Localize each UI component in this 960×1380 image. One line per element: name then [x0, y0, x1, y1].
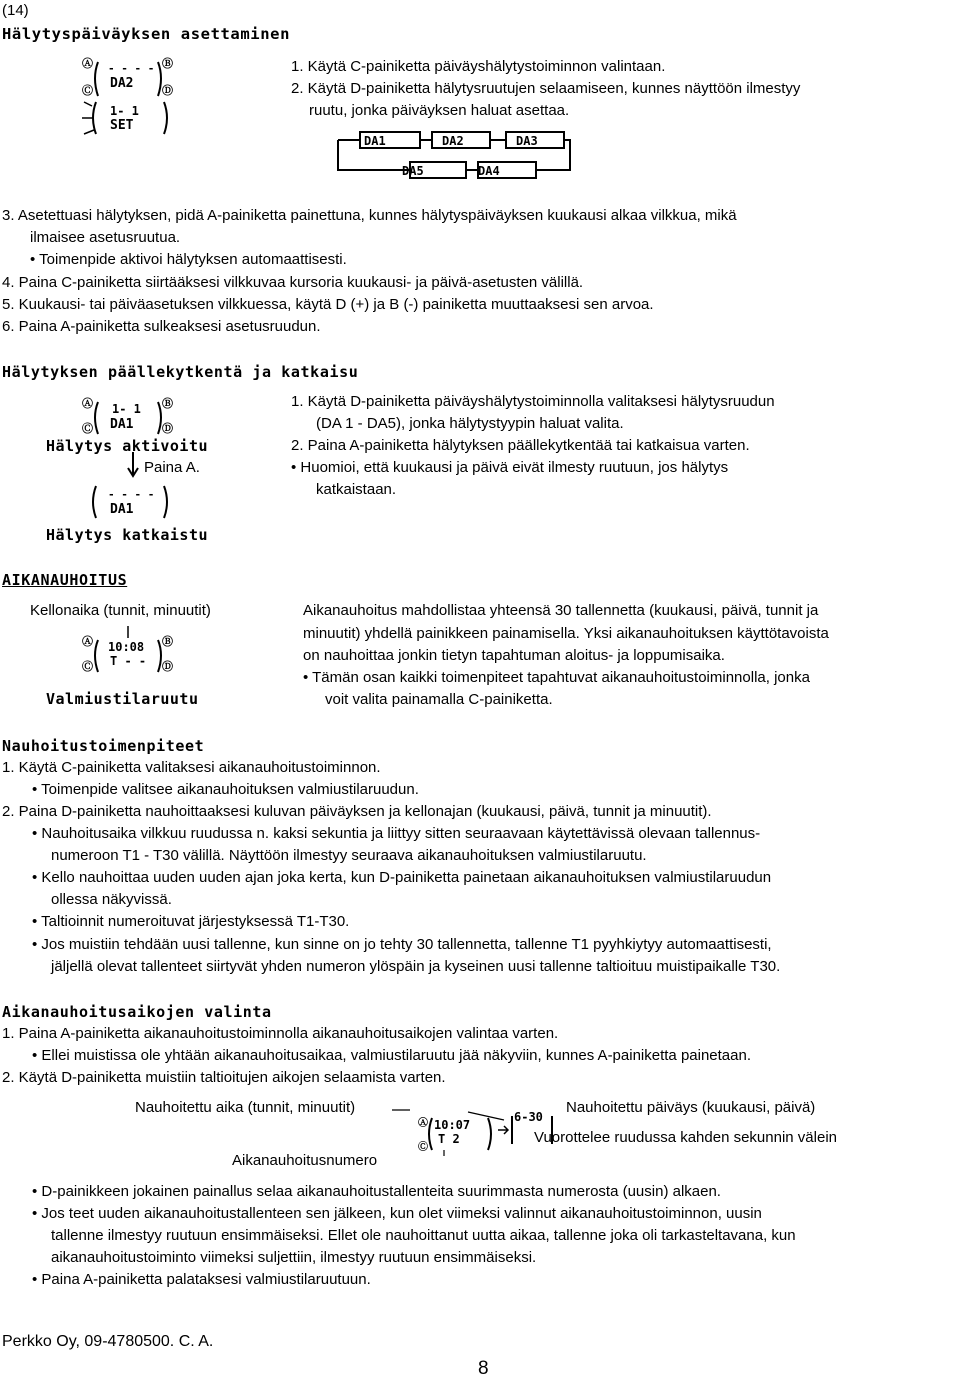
step-line: numeroon T1 - T30 välillä. Näyttöön ilmestyy seuraava aikanauhoituksen valmiustilaruutu. [51, 847, 647, 864]
watch-lcd-line2: SET [110, 118, 134, 133]
svg-text:Ⓒ: Ⓒ [82, 660, 93, 673]
step-line: ilmaisee asetusruutua. [30, 229, 181, 246]
svg-text:Ⓐ: Ⓐ [82, 635, 93, 648]
step-line: ruutu, jonka päiväyksen haluat asettaa. [309, 102, 570, 119]
body-line: on nauhoittaa jonkin tietyn tapahtuman aloitus- ja loppumisaika. [303, 647, 725, 664]
svg-text:Ⓑ: Ⓑ [162, 397, 173, 410]
step-line: 1. Käytä C-painiketta valitaksesi aikanauhoitustoiminnon. [2, 759, 381, 776]
svg-text:Ⓓ: Ⓓ [162, 660, 173, 673]
step-line: • Nauhoitusaika vilkkuu ruudussa n. kaksi sekuntia ja liittyy sitten seuraavaan käytettävissä olevaan tallennus- [32, 825, 761, 842]
alarm-on-label: Hälytys aktivoitu [46, 437, 209, 455]
bullet-line: aikanauhoitustoiminto viimeksi suljettiin, ilmestyy ruutuun ensimmäiseksi. [51, 1249, 537, 1266]
callout-recorded-time: Nauhoitettu aika (tunnit, minuutit) [135, 1099, 356, 1116]
section-title-time-recording: AIKANAUHOITUS [2, 571, 128, 589]
section-title-alarm-date: Hälytyspäiväyksen asettaminen [2, 25, 291, 43]
body-line: Aikanauhoitus mahdollistaa yhteensä 30 tallennetta (kuukausi, päivä, tunnit ja [303, 602, 819, 619]
watch-lcd-line1: - - - - [108, 62, 155, 75]
svg-text:Ⓓ: Ⓓ [162, 84, 173, 97]
section-title-recording-steps: Nauhoitustoimenpiteet [2, 737, 205, 755]
watch-lcd-line2: DA1 [110, 417, 134, 432]
step-line: ollessa näkyvissä. [51, 891, 172, 908]
step-line: 4. Paina C-painiketta siirtääksesi vilkkuvaa kursoria kuukausi- ja päivä-asetusten välillä. [2, 274, 584, 291]
cycle-item: DA3 [516, 134, 538, 148]
time-label: Kellonaika (tunnit, minuutit) [30, 602, 211, 619]
step-line: • Toimenpide valitsee aikanauhoituksen valmiustilaruudun. [32, 781, 419, 798]
body-line: • Tämän osan kaikki toimenpiteet tapahtuvat aikanauhoitustoiminnolla, jonka [303, 669, 810, 686]
svg-text:Ⓒ: Ⓒ [82, 84, 93, 97]
standby-screen-label: Valmiustilaruutu [46, 690, 199, 708]
bullet-line: • D-painikkeen jokainen painallus selaa aikanauhoitustallenteita suurimmasta numerosta (uusin) alkaen. [32, 1183, 721, 1200]
step-line: (DA 1 - DA5), jonka hälytystyypin haluat valita. [316, 415, 624, 432]
step-line: 2. Paina D-painiketta nauhoittaaksesi kuluvan päiväyksen ja kellonajan (kuukausi, päivä, tunnit ja minuutit). [2, 803, 712, 820]
alarm-off-label: Hälytys katkaistu [46, 526, 209, 544]
bullet-line: • Jos teet uuden aikanauhoitustallenteen sen jälkeen, kun olet viimeksi valinnut aikanauhoitustoiminnon, uusin [32, 1205, 762, 1222]
step-line: 2. Käytä D-painiketta muistiin taltioitujen aikojen selaamista varten. [2, 1069, 446, 1086]
svg-text:Ⓐ: Ⓐ [418, 1118, 428, 1129]
step-line: jäljellä olevat tallenteet siirtyvät yhden numeron ylöspäin ja kyseinen uusi tallenne taltioituu muistipaikalle T30. [51, 958, 781, 975]
watch-lcd-line2: T - - [110, 654, 147, 668]
step-line: 1. Käytä C-painiketta päiväyshälytystoiminnon valintaan. [291, 58, 666, 75]
svg-text:Ⓑ: Ⓑ [162, 57, 173, 70]
svg-text:Ⓐ: Ⓐ [82, 57, 93, 70]
cycle-item: DA2 [442, 134, 464, 148]
body-line: voit valita painamalla C-painiketta. [325, 691, 553, 708]
step-line: • Kello nauhoittaa uuden uuden ajan joka kerta, kun D-painiketta painetaan aikanauhoituksen valmiustilaruudun [32, 869, 772, 886]
section-title-recording-selection: Aikanauhoitusaikojen valinta [2, 1003, 272, 1021]
watch-lcd-line1: 10:08 [108, 640, 145, 654]
svg-text:Ⓒ: Ⓒ [418, 1142, 428, 1153]
step-line: • Toimenpide aktivoi hälytyksen automaattisesti. [30, 251, 347, 268]
bullet-line: • Paina A-painiketta palataksesi valmiustilaruutuun. [32, 1271, 371, 1288]
step-line: • Ellei muistissa ole yhtään aikanauhoitusaikaa, valmiustilaruutu jää näkyviin, kunnes A-painiketta painetaan. [32, 1047, 752, 1064]
footer-company: Perkko Oy, 09-4780500. C. A. [2, 1333, 214, 1350]
step-line: 2. Paina A-painiketta hälytyksen päällekytkentää tai katkaisua varten. [291, 437, 750, 454]
step-line: 1. Käytä D-painiketta päiväyshälytystoiminnolla valitaksesi hälytysruudun [291, 393, 775, 410]
svg-text:Ⓑ: Ⓑ [162, 635, 173, 648]
step-line: 2. Käytä D-painiketta hälytysruutujen selaamiseen, kunnes näyttöön ilmestyy [291, 80, 801, 97]
svg-text:Ⓒ: Ⓒ [82, 422, 93, 435]
watch-lcd-date: 6-30 [514, 1110, 543, 1124]
body-line: minuutit) yhdellä painikkeen painamisella. Yksi aikanauhoituksen käyttötavoista [303, 625, 829, 642]
section-number: (14) [2, 2, 29, 19]
svg-text:Ⓓ: Ⓓ [162, 422, 173, 435]
step-line: 3. Asetettuasi hälytyksen, pidä A-painiketta painettuna, kunnes hälytyspäiväyksen kuukausi alkaa vilkkua, mikä [2, 207, 737, 224]
step-line: 1. Paina A-painiketta aikanauhoitustoiminnolla aikanauhoitusaikojen valintaa varten. [2, 1025, 559, 1042]
watch-lcd-line1: - - - - [108, 488, 155, 501]
cycle-item: DA5 [402, 164, 424, 178]
cycle-item: DA4 [478, 164, 500, 178]
arrow-down-icon [126, 452, 140, 478]
press-a-label: Paina A. [144, 459, 200, 476]
svg-text:Ⓐ: Ⓐ [82, 397, 93, 410]
bullet-line: tallenne ilmestyy ruutuun ensimmäiseksi. Ellet ole nauhoittanut uutta aikaa, tallenne joka oli tarkasteltavana, kun [51, 1227, 796, 1244]
step-line: 6. Paina A-painiketta sulkeaksesi asetusruudun. [2, 318, 321, 335]
callout-alternates: Vuorottelee ruudussa kahden sekunnin välein [534, 1129, 837, 1146]
step-line: • Huomioi, että kuukausi ja päivä eivät ilmesty ruutuun, jos hälytys [291, 459, 729, 476]
watch-lcd-line1: 10:07 [434, 1118, 471, 1132]
watch-lcd-line2: DA2 [110, 76, 134, 91]
watch-lcd-line2: T 2 [438, 1132, 460, 1146]
step-line: • Taltioinnit numeroituvat järjestyksessä T1-T30. [32, 913, 350, 930]
step-line: katkaistaan. [316, 481, 397, 498]
watch-lcd-line1: 1- 1 [110, 104, 139, 118]
callout-record-number: Aikanauhoitusnumero [232, 1152, 378, 1169]
watch-lcd-line2: DA1 [110, 502, 134, 517]
step-line: 5. Kuukausi- tai päiväasetuksen vilkkuessa, käytä D (+) ja B (-) painiketta muuttaaksesi sen arvoa. [2, 296, 654, 313]
page-number: 8 [478, 1358, 489, 1379]
step-line: • Jos muistiin tehdään uusi tallenne, kun sinne on jo tehty 30 tallennetta, tallenne T1 pyyhkiytyy automaattisesti, [32, 936, 772, 953]
cycle-item: DA1 [364, 134, 386, 148]
watch-lcd-line1: 1- 1 [112, 402, 141, 416]
callout-recorded-date: Nauhoitettu päiväys (kuukausi, päivä) [566, 1099, 816, 1116]
section-title-alarm-onoff: Hälytyksen päällekytkentä ja katkaisu [2, 363, 359, 381]
